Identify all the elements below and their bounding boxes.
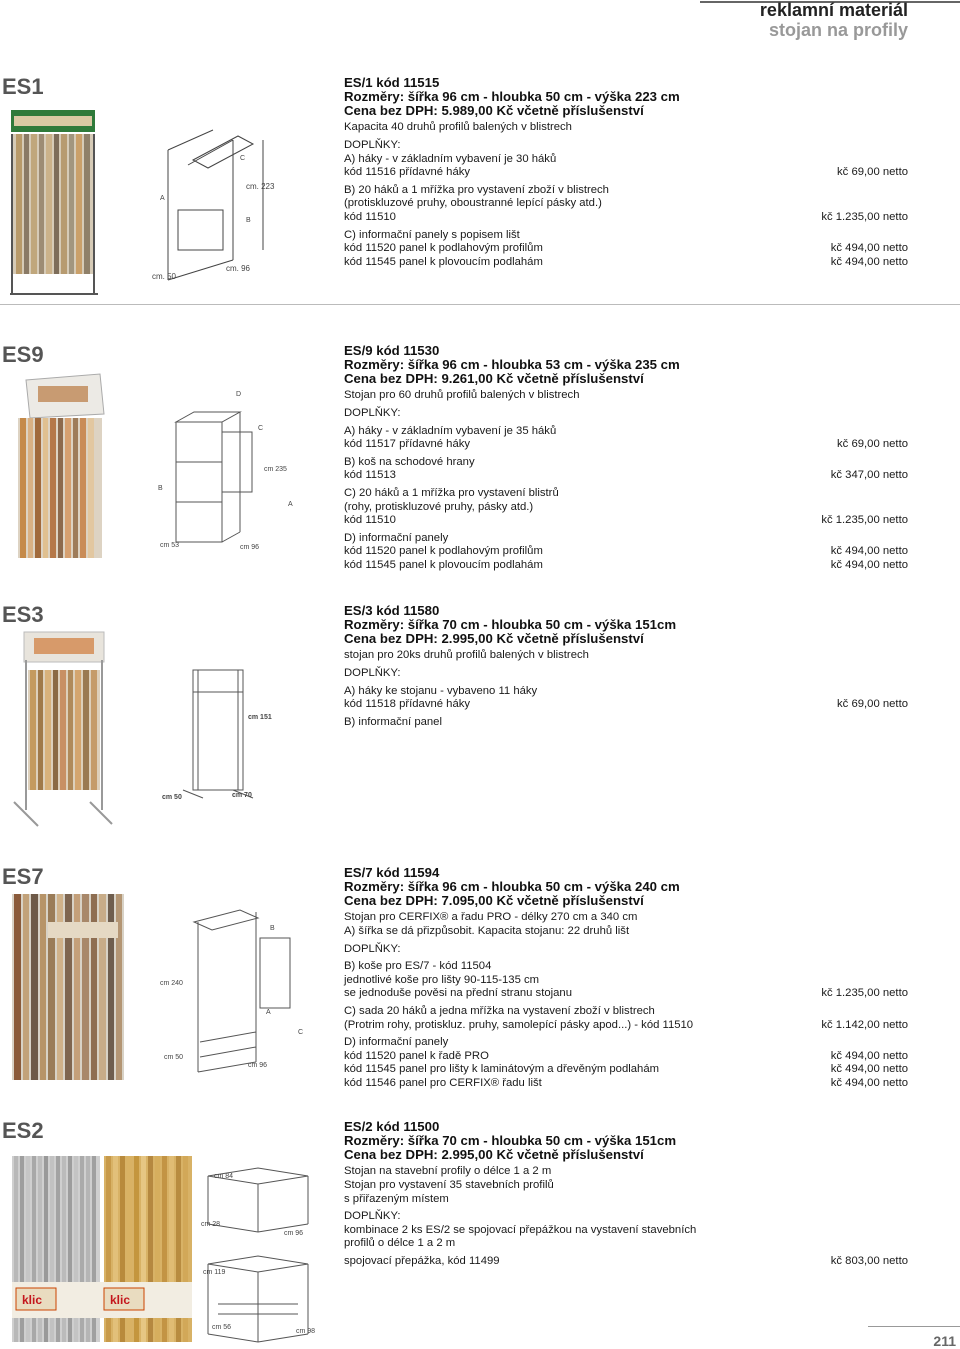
text-line: A) háky ke stojanu - vybaveno 11 háky	[344, 684, 538, 697]
stand-line-drawing	[176, 412, 252, 542]
price-value: kč 494,00 netto	[830, 242, 908, 255]
dimension-width: cm 96	[248, 1062, 268, 1069]
dimensions-line: Rozměry: šířka 96 cm - hloubka 50 cm - výška 240 cm	[344, 878, 680, 894]
page-number-rule	[868, 1326, 960, 1327]
section-code: ES1	[2, 74, 44, 99]
price-value: kč 69,00 netto	[837, 438, 908, 451]
section-content	[344, 604, 908, 729]
price-line: Cena bez DPH: 9.261,00 Kč včetně příslušenství	[344, 370, 644, 386]
price-line: Cena bez DPH: 2.995,00 Kč včetně příslušenství	[344, 1146, 644, 1162]
section-divider	[0, 304, 960, 305]
product-code-line: ES/3 kód 11580	[344, 603, 440, 618]
svg-text:A: A	[266, 1009, 271, 1016]
text-line: DOPLŇKY:	[344, 1210, 401, 1223]
svg-text:B: B	[246, 217, 251, 224]
svg-text:B: B	[270, 925, 275, 932]
dimension-height: cm. 223	[246, 182, 275, 191]
profile-bundle	[13, 134, 93, 274]
price-value: kč 69,00 netto	[837, 698, 908, 711]
dimension-label: cm 96	[284, 1230, 304, 1237]
svg-text:C: C	[258, 425, 264, 432]
page-subtitle: stojan na profily	[768, 20, 908, 40]
stand-illustration	[8, 1154, 328, 1344]
text-line: B) 20 háků a 1 mřížka pro vystavení zboží v blistrech	[344, 183, 609, 196]
text-line: se jednoduše pověsi na přední stranu stojanu kč 1.235,00 netto	[344, 987, 908, 1000]
section-es3	[0, 602, 960, 832]
price-line: Cena bez DPH: 5.989,00 Kč včetně příslušenství	[344, 102, 644, 118]
dimensions-line: Rozměry: šířka 96 cm - hloubka 50 cm - výška 223 cm	[344, 88, 680, 104]
section-code: ES7	[2, 864, 44, 889]
text-line: Stojan pro vystavení 35 stavebních profilů	[344, 1178, 554, 1191]
price-value: kč 494,00 netto	[830, 255, 908, 268]
svg-text:A: A	[160, 195, 165, 202]
price-value: kč 69,00 netto	[837, 166, 908, 179]
price-value: kč 1.142,00 netto	[821, 1018, 908, 1031]
price-value: kč 494,00 netto	[830, 545, 908, 558]
product-code-line: ES/7 kód 11594	[344, 865, 440, 880]
price-value: kč 1.235,00 netto	[821, 514, 908, 527]
price-value: kč 803,00 netto	[830, 1254, 908, 1267]
dimensions-line: Rozměry: šířka 70 cm - hloubka 50 cm - výška 151cm	[344, 616, 677, 632]
text-line: kód 11517 přídavné háky kč 69,00 netto	[344, 438, 908, 451]
text-line: Stojan na stavební profily o délce 1 a 2 m	[344, 1165, 552, 1178]
text-line: kód 11510 kč 1.235,00 netto	[344, 210, 908, 223]
product-code-line: ES/1 kód 11515	[344, 75, 440, 90]
text-line: C) 20 háků a 1 mřížka pro vystavení blistrů	[344, 486, 559, 499]
dimensions-line: Rozměry: šířka 70 cm - hloubka 50 cm - výška 151cm	[344, 1132, 677, 1148]
text-line: kód 11513 kč 347,00 netto	[344, 469, 908, 482]
text-line: D) informační panely	[344, 1036, 449, 1049]
stand-line-drawing	[183, 670, 253, 798]
page-title: reklamní materiál	[759, 0, 908, 20]
text-line: B) koše pro ES/7 - kód 11504	[344, 960, 492, 973]
dimension-label: cm 28	[201, 1221, 221, 1228]
text-line: (protiskluzové pruhy, oboustranné lepící pásky atd.)	[344, 197, 602, 210]
section-es2	[0, 1118, 960, 1346]
section-code: ES9	[2, 342, 44, 367]
dimension-width: cm 96	[240, 544, 260, 551]
price-value: kč 1.235,00 netto	[821, 987, 908, 1000]
text-line: kód 11545 panel k plovoucím podlahám kč 494,00 netto	[344, 558, 908, 571]
dimensions-line: Rozměry: šířka 96 cm - hloubka 53 cm - výška 235 cm	[344, 356, 680, 372]
text-line: DOPLŇKY:	[344, 406, 401, 419]
dimension-depth: cm 53	[160, 542, 180, 549]
price-value: kč 494,00 netto	[830, 1049, 908, 1062]
text-line: kód 11520 panel k podlahovým profilům kč 494,00 netto	[344, 242, 908, 255]
stand-line-drawing	[208, 1168, 308, 1342]
text-line: (rohy, protiskluzové pruhy, pásky atd.)	[344, 500, 534, 513]
page-header	[760, 0, 908, 40]
profile-bundle	[18, 418, 102, 558]
text-line: kód 11545 panel pro lišty k laminátovým a dřevěným podlahám kč 494,00 netto	[344, 1063, 908, 1076]
text-line: kombinace 2 ks ES/2 se spojovací přepážkou na vystavení stavebních	[344, 1223, 697, 1236]
svg-text:B: B	[158, 485, 163, 492]
svg-text:C: C	[298, 1029, 304, 1036]
brand-logo-text: klic	[110, 1293, 131, 1307]
text-line: jednotlivé koše pro lišty 90-115-135 cm	[344, 973, 540, 986]
profile-bundle	[12, 894, 124, 1080]
dimension-height: cm 151	[248, 714, 272, 721]
text-line: DOPLŇKY:	[344, 942, 401, 955]
dimension-label: cm 56	[212, 1324, 232, 1331]
svg-text:C: C	[240, 155, 246, 162]
text-line: DOPLŇKY:	[344, 138, 401, 151]
dimension-label: cm 84	[214, 1173, 234, 1180]
section-es7	[0, 864, 960, 1089]
page-number: 211	[933, 1333, 956, 1349]
dimension-depth: cm 50	[162, 794, 182, 801]
dimension-height: cm 240	[160, 980, 183, 987]
text-line: s přiřazeným místem	[344, 1192, 449, 1205]
text-line: kód 11520 panel k podlahovým profilům kč 494,00 netto	[344, 545, 908, 558]
text-line: C) informační panely s popisem lišt	[344, 228, 520, 241]
price-value: kč 494,00 netto	[830, 1076, 908, 1089]
dimension-label: cm 98	[296, 1328, 316, 1335]
text-line: A) háky - v základním vybavení je 35 háků	[344, 424, 557, 437]
text-line: Kapacita 40 druhů profilů balených v blistrech	[344, 121, 572, 134]
text-line: kód 11520 panel k řadě PRO kč 494,00 netto	[344, 1049, 908, 1062]
dimension-label: cm 119	[203, 1269, 226, 1276]
dimension-depth: cm 50	[164, 1054, 184, 1061]
text-line: D) informační panely	[344, 531, 449, 544]
section-es1	[0, 74, 960, 304]
section-code: ES2	[2, 1118, 44, 1143]
text-line: Stojan pro 60 druhů profilů balených v blistrech	[344, 389, 580, 402]
stand-line-drawing	[194, 910, 290, 1072]
stand-line-drawing	[168, 130, 263, 280]
text-line: B) informační panel	[344, 715, 442, 728]
section-content	[344, 1120, 908, 1269]
price-value: kč 494,00 netto	[830, 558, 908, 571]
section-content	[344, 866, 908, 1091]
text-line: kód 11510 kč 1.235,00 netto	[344, 514, 908, 527]
price-line: Cena bez DPH: 7.095,00 Kč včetně příslušenství	[344, 892, 644, 908]
section-content	[344, 76, 908, 269]
text-line: DOPLŇKY:	[344, 666, 401, 679]
text-line: B) koš na schodové hrany	[344, 455, 475, 468]
product-code-line: ES/2 kód 11500	[344, 1119, 440, 1134]
svg-text:D: D	[236, 391, 242, 398]
section-es9	[0, 342, 960, 572]
text-line: kód 11545 panel k plovoucím podlahám kč 494,00 netto	[344, 255, 908, 268]
text-line: A) háky - v základním vybavení je 30 háků	[344, 152, 557, 165]
text-line: C) sada 20 háků a jedna mřížka na vystavení zboží v blistrech	[344, 1004, 655, 1017]
dimension-width: cm 70	[232, 792, 252, 799]
dimension-height: cm 235	[264, 466, 287, 473]
svg-text:A: A	[288, 501, 293, 508]
text-line: spojovací přepážka, kód 11499 kč 803,00 netto	[344, 1254, 908, 1267]
text-line: stojan pro 20ks druhů profilů balených v blistrech	[344, 649, 589, 662]
product-photos	[8, 1154, 328, 1344]
price-value: kč 494,00 netto	[830, 1063, 908, 1076]
profile-bundle	[28, 670, 100, 790]
text-line: (Protrim rohy, protiskluz. pruhy, samolepící pásky apod...) - kód 11510 kč 1.142,00 netto	[344, 1018, 908, 1031]
text-line: A) šířka se dá přizpůsobit. Kapacita stojanu: 22 druhů lišt	[344, 924, 630, 937]
price-line: Cena bez DPH: 2.995,00 Kč včetně příslušenství	[344, 630, 644, 646]
price-value: kč 1.235,00 netto	[821, 210, 908, 223]
text-line: profilů o délce 1 a 2 m	[344, 1237, 456, 1250]
section-code: ES3	[2, 602, 44, 627]
dimension-width: cm. 96	[226, 264, 251, 273]
text-line: Stojan pro CERFIX® a řadu PRO - délky 270 cm a 340 cm	[344, 911, 638, 924]
text-line: kód 11518 přídavné háky kč 69,00 netto	[344, 698, 908, 711]
dimension-depth: cm. 50	[152, 272, 177, 281]
brand-logo-text: klic	[22, 1293, 43, 1307]
text-line: kód 11546 panel pro CERFIX® řadu lišt kč 494,00 netto	[344, 1076, 908, 1089]
text-line: kód 11516 přídavné háky kč 69,00 netto	[344, 166, 908, 179]
product-code-line: ES/9 kód 11530	[344, 343, 440, 358]
section-content	[344, 344, 908, 573]
price-value: kč 347,00 netto	[830, 469, 908, 482]
